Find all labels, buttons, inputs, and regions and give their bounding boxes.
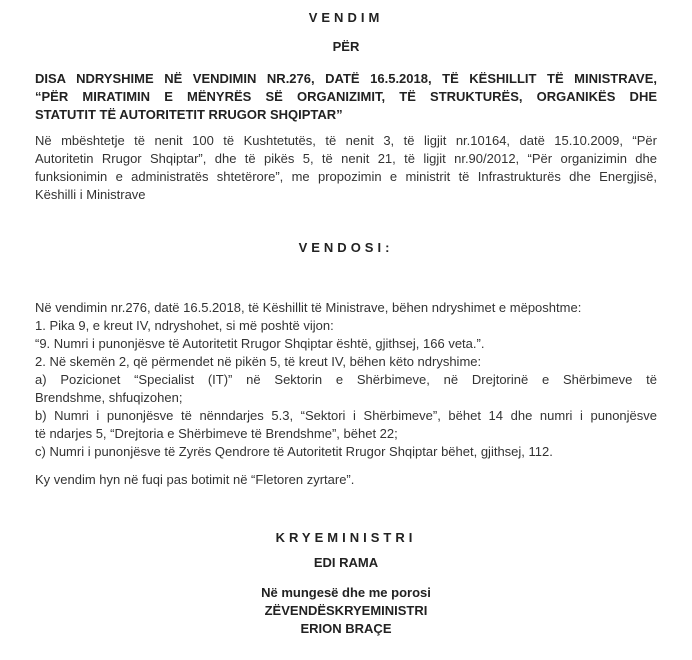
title-line-2: “PËR MIRATIMIN E MËNYRËS SË ORGANIZIMIT, TË STRUKTURËS, ORGANIKËS DHE xyxy=(35,89,657,104)
body-item-c: c) Numri i punonjësve të Zyrës Qendrore të Autoritetit Rrugor Shqiptar bëhet, gjithsej, 112. xyxy=(35,444,553,459)
document-per-heading: PËR xyxy=(332,39,360,54)
body-item-a-line-1: a) Pozicionet “Specialist (IT)” në Sektorin e Shërbimeve, në Drejtorinë e Shërbimeve të xyxy=(35,372,657,387)
body-item-b-line-1: b) Numri i punonjësve të nënndarjes 5.3, “Sektori i Shërbimeve”, bëhet 14 dhe numri i punonjësve xyxy=(35,408,657,423)
decides-heading: VENDOSI: xyxy=(298,240,394,255)
body-item-b-line-2: të ndarjes 5, “Drejtoria e Shërbimeve të Brendshme”, bëhet 22; xyxy=(35,426,398,441)
preamble-paragraph xyxy=(35,132,657,204)
decision-body xyxy=(35,299,657,461)
preamble-line-3: funksionimin e administratës shtetërore”, me propozimin e ministrit të Infrastrukturës dhe Energjisë, xyxy=(35,169,657,184)
document-title xyxy=(35,70,657,124)
signature-role: KRYEMINISTRI xyxy=(275,530,417,545)
title-line-3: STATUTIT TË AUTORITETIT RRUGOR SHQIPTAR” xyxy=(35,107,343,122)
document-type-heading: VENDIM xyxy=(308,10,384,25)
closing-statement: Ky vendim hyn në fuqi pas botimit në “Fletoren zyrtare”. xyxy=(35,472,355,487)
signature-deputy-name: ERION BRAÇE xyxy=(300,621,392,636)
title-line-1: DISA NDRYSHIME NË VENDIMIN NR.276, DATË 16.5.2018, TË KËSHILLIT TË MINISTRAVE, xyxy=(35,71,657,86)
body-item-a-line-2: Brendshme, shfuqizohen; xyxy=(35,390,183,405)
body-item-1: 1. Pika 9, e kreut IV, ndryshohet, si më poshtë vijon: xyxy=(35,318,334,333)
body-item-2: 2. Në skemën 2, që përmendet në pikën 5, të kreut IV, bëhen këto ndryshime: xyxy=(35,354,482,369)
preamble-line-2: Autoritetin Rrugor Shqiptar”, dhe të pikës 5, të nenit 21, të ligjit nr.90/2012, “Për organizimin dhe xyxy=(35,151,657,166)
signature-absence-note: Në mungesë dhe me porosi xyxy=(261,585,431,600)
preamble-line-4: Këshilli i Ministrave xyxy=(35,187,146,202)
body-item-1-quote: “9. Numri i punonjësve të Autoritetit Rrugor Shqiptar është, gjithsej, 166 veta.”. xyxy=(35,336,485,351)
signature-name: EDI RAMA xyxy=(313,555,379,570)
signature-deputy-role: ZËVENDËSKRYEMINISTRI xyxy=(264,603,428,618)
body-intro: Në vendimin nr.276, datë 16.5.2018, të Këshillit të Ministrave, bëhen ndryshimet e mëposhtme: xyxy=(35,300,582,315)
preamble-line-1: Në mbështetje të nenit 100 të Kushtetutës, të nenit 3, të ligjit nr.10164, datë 15.10.2009, “Për xyxy=(35,133,657,148)
